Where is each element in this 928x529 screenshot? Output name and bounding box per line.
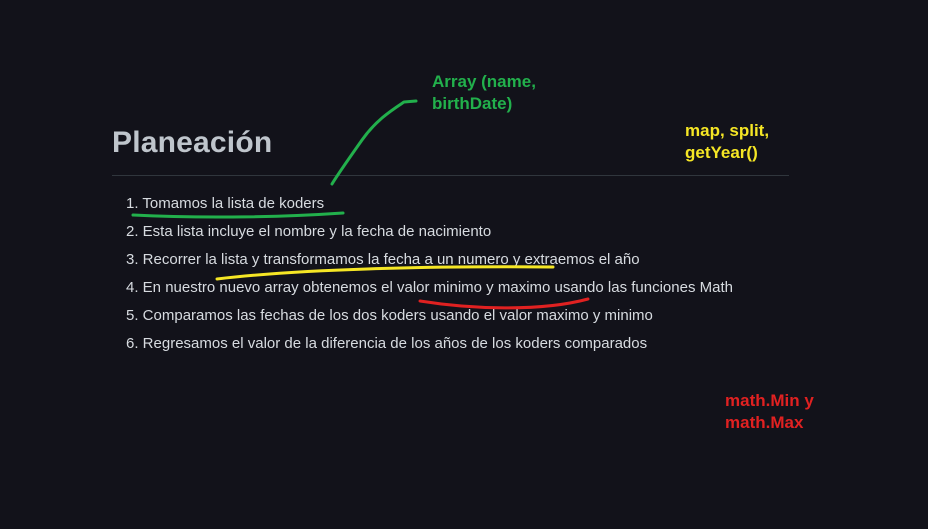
annotation-map-note: map, split, getYear() — [685, 121, 770, 162]
annotation-math-note: math.Min y math.Max — [725, 391, 814, 432]
green-arrow-stroke — [332, 101, 416, 184]
list-item-step-5: 5. Comparamos las fechas de los dos koders usando el valor maximo y minimo — [126, 307, 653, 324]
title-divider — [112, 175, 789, 176]
list-item-step-1: 1. Tomamos la lista de koders — [126, 195, 325, 212]
page-title: Planeación — [112, 126, 273, 159]
annotation-array-note: Array (name, birthDate) — [432, 72, 536, 113]
list-item-step-2: 2. Esta lista incluye el nombre y la fecha de nacimiento — [126, 223, 492, 240]
list-item-step-6: 6. Regresamos el valor de la diferencia de los años de los koders comparados — [126, 335, 648, 352]
list-item-step-3: 3. Recorrer la lista y transformamos la fecha a un numero y extraemos el año — [126, 251, 640, 268]
list-item-step-4: 4. En nuestro nuevo array obtenemos el valor minimo y maximo usando las funciones Math — [126, 279, 733, 296]
planning-steps-list — [126, 192, 733, 360]
